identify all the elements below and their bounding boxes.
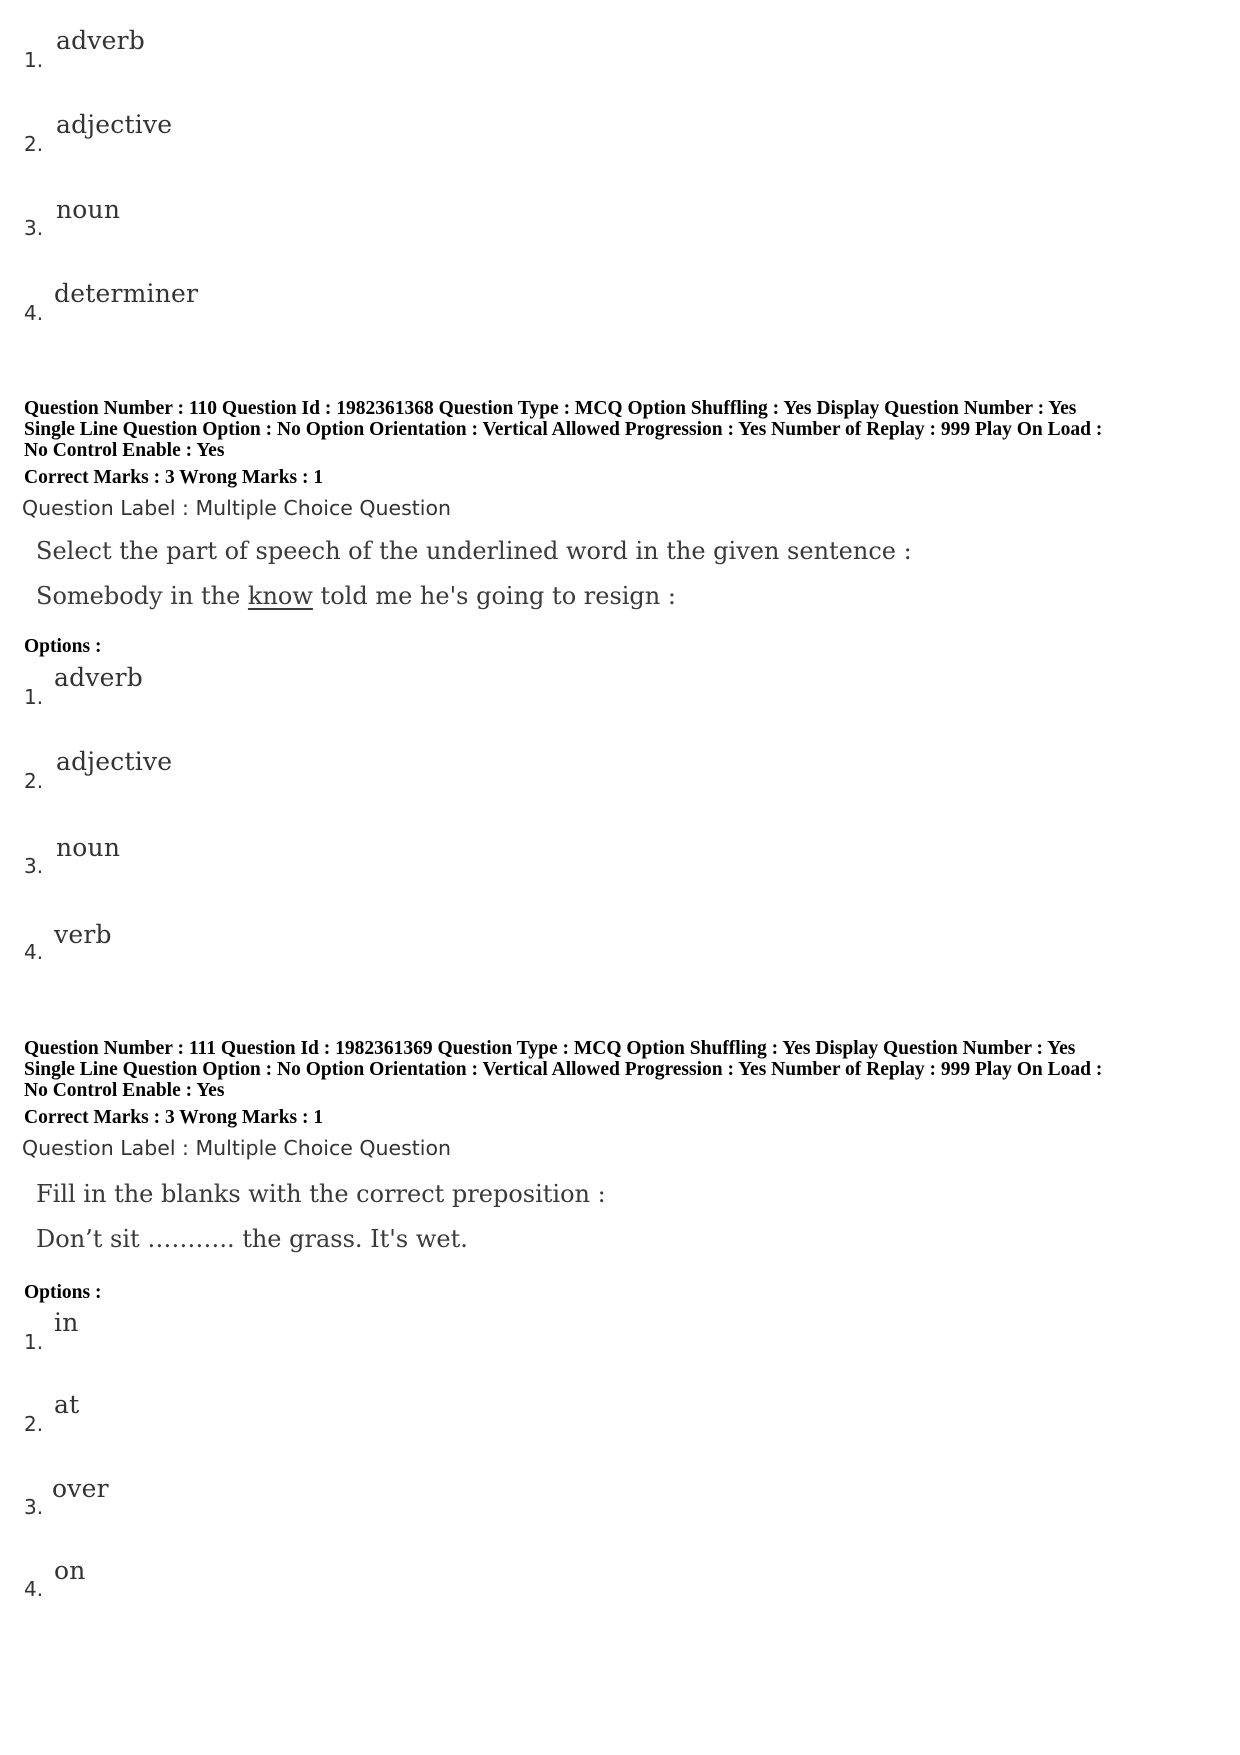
option-number: 1.	[24, 685, 44, 709]
option-number: 2.	[24, 769, 44, 793]
option-text: noun	[56, 833, 121, 862]
marks-line: Correct Marks : 3 Wrong Marks : 1	[24, 467, 324, 488]
question-label: Question Label : Multiple Choice Question	[22, 1136, 452, 1160]
question-label: Question Label : Multiple Choice Question	[22, 496, 452, 520]
option-number: 4.	[24, 301, 44, 325]
question-meta-line: No Control Enable : Yes	[24, 1080, 225, 1101]
question-meta-line: Question Number : 110 Question Id : 1982361368 Question Type : MCQ Option Shuffling : Yes Display Question Number : Yes	[24, 398, 1077, 419]
option-number: 3.	[24, 854, 44, 878]
option-text: noun	[56, 195, 121, 224]
underlined-word: know	[247, 582, 313, 610]
option-number: 2.	[24, 132, 44, 156]
option-text: adverb	[54, 663, 143, 692]
option-number: 1.	[24, 1330, 44, 1354]
option-number: 4.	[24, 1577, 44, 1601]
option-text: at	[54, 1390, 80, 1419]
marks-line: Correct Marks : 3 Wrong Marks : 1	[24, 1107, 324, 1128]
question-sentence	[36, 582, 676, 610]
option-text: adjective	[56, 747, 173, 776]
option-number: 3.	[24, 1495, 44, 1519]
option-text: verb	[54, 920, 112, 949]
question-meta-line: No Control Enable : Yes	[24, 440, 225, 461]
sentence-part: told me he's going to resign :	[312, 582, 676, 610]
option-text: adjective	[56, 110, 173, 139]
question-meta-line: Question Number : 111 Question Id : 1982361369 Question Type : MCQ Option Shuffling : Yes Display Question Number : Yes	[24, 1038, 1076, 1059]
option-number: 1.	[24, 48, 44, 72]
option-text: determiner	[54, 279, 199, 308]
option-text: in	[54, 1308, 79, 1337]
option-text: on	[54, 1556, 86, 1585]
option-number: 2.	[24, 1412, 44, 1436]
question-meta-line: Single Line Question Option : No Option Orientation : Vertical Allowed Progression : Yes Number of Replay : 999 Play On Load :	[24, 419, 1103, 440]
options-label: Options :	[24, 1282, 102, 1303]
option-number: 4.	[24, 940, 44, 964]
option-text: over	[52, 1474, 109, 1503]
option-text: adverb	[56, 26, 145, 55]
question-meta-line: Single Line Question Option : No Option Orientation : Vertical Allowed Progression : Yes Number of Replay : 999 Play On Load :	[24, 1059, 1103, 1080]
option-number: 3.	[24, 216, 44, 240]
sentence-part: Somebody in the	[36, 582, 248, 610]
question-instruction: Select the part of speech of the underlined word in the given sentence :	[36, 537, 912, 565]
options-label: Options :	[24, 636, 102, 657]
question-sentence: Don’t sit ……….. the grass. It's wet.	[36, 1225, 468, 1253]
question-instruction: Fill in the blanks with the correct preposition :	[36, 1180, 606, 1208]
